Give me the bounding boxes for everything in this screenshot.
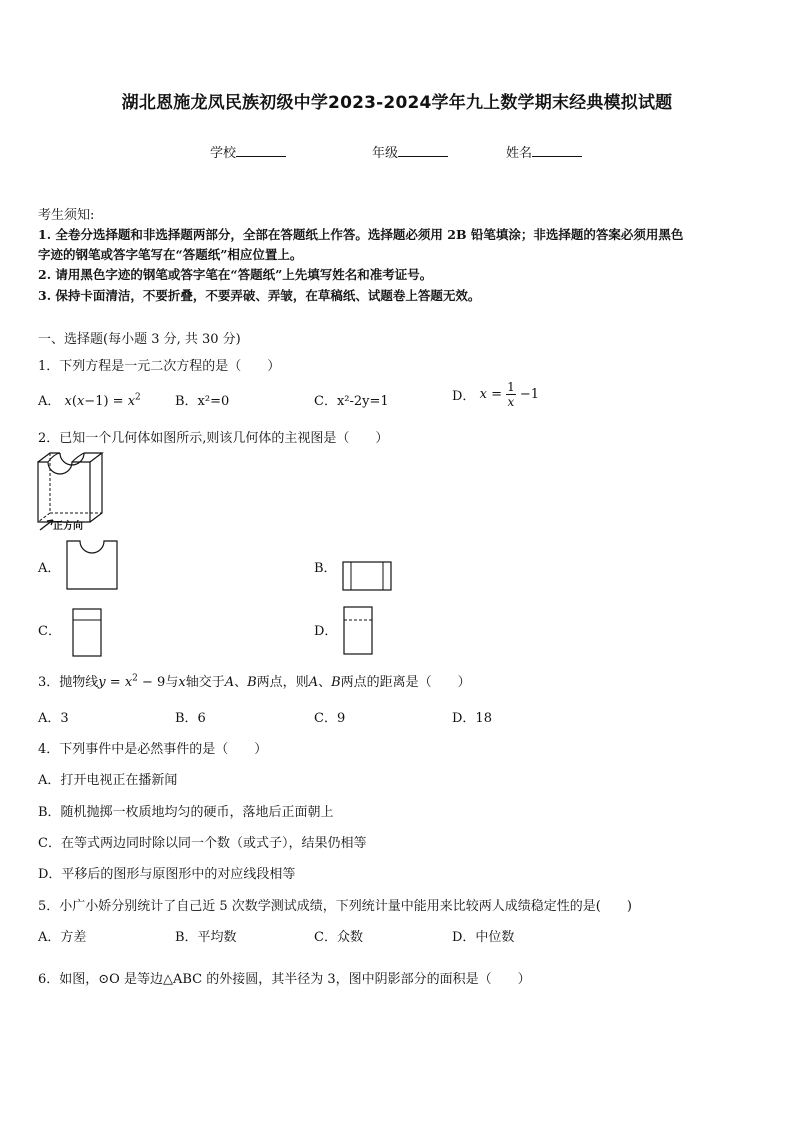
school-label: 学校: [210, 146, 237, 161]
q5-stem: 5．小广小娇分别统计了自己近 5 次数学测试成绩，下列统计量中能用来比较两人成绩稳定性的是( ): [38, 899, 632, 914]
q2-option-c-label[interactable]: C．: [38, 624, 61, 639]
q2-option-d-label[interactable]: D．: [314, 624, 338, 639]
q3-B: B: [247, 675, 257, 690]
q1-d-eq: =: [491, 387, 502, 402]
q4-option-b[interactable]: B．随机抛掷一枚质地均匀的硬币，落地后正面朝上: [38, 805, 334, 820]
q3-p5: 两点的距离是（ ）: [340, 675, 471, 690]
q1-d-num: 1: [507, 380, 515, 394]
q3-stem: [38, 671, 471, 690]
q2-option-a-label[interactable]: A．: [38, 561, 61, 576]
q2-option-b-label[interactable]: B．: [314, 561, 337, 576]
q3-A2: A: [308, 675, 319, 690]
q3-option-a[interactable]: A．3: [38, 711, 69, 726]
q1-option-d[interactable]: [452, 380, 539, 409]
q5-option-c[interactable]: C．众数: [314, 930, 363, 945]
notice-item-1: 1. 全卷分选择题和非选择题两部分，全部在答题纸上作答。选择题必须用 2B 铅笔填涂；非选择题的答案必须用黑色: [38, 227, 684, 242]
notice-item-1-cont: 字迹的钢笔或答字笔写在“答题纸”相应位置上。: [38, 247, 303, 262]
q3-sup: 2: [132, 673, 138, 684]
q4-option-c[interactable]: C．在等式两边同时除以同一个数（或式子），结果仍相等: [38, 836, 367, 851]
q1-a-x2: x: [76, 394, 85, 409]
q3-B2: B: [331, 675, 341, 690]
q1-a-x1: x: [64, 394, 72, 409]
notice-item-3: 3. 保持卡面清洁，不要折叠，不要弄破、弄皱，在草稿纸、试题卷上答题无效。: [38, 288, 481, 303]
q5-option-d[interactable]: D．中位数: [452, 930, 515, 945]
q1-option-a[interactable]: [38, 390, 141, 409]
q3-eq: =: [105, 675, 125, 690]
q3-sep: 、: [234, 675, 248, 690]
q4-stem: 4．下列事件中是必然事件的是（ ）: [38, 742, 268, 757]
q1-d-fraction: [506, 380, 516, 409]
notice-heading: 考生须知:: [38, 208, 95, 223]
q3-x: x: [124, 675, 133, 690]
q4-option-d[interactable]: D．平移后的图形与原图形中的对应线段相等: [38, 867, 296, 882]
q1-d-minus: −1: [519, 387, 540, 402]
school-blank[interactable]: [236, 144, 286, 157]
page-title: 湖北恩施龙凤民族初级中学2023-2024学年九上数学期末经典模拟试题: [121, 93, 673, 113]
q3-option-b[interactable]: B．6: [175, 711, 206, 726]
q1-stem: 1．下列方程是一元二次方程的是（ ）: [38, 359, 281, 374]
name-field[interactable]: [506, 142, 582, 161]
q1-d-den: x: [507, 395, 515, 409]
q4-option-a[interactable]: A．打开电视正在播新闻: [38, 773, 178, 788]
q3-sep2: 、: [318, 675, 332, 690]
q3-p2: 与: [165, 675, 179, 690]
q1-a-label: A．: [38, 394, 61, 409]
q1-d-x: x: [479, 387, 487, 402]
q3-p4: 两点，则: [256, 675, 309, 690]
grade-label: 年级: [372, 146, 399, 161]
front-direction-label: 正方向: [53, 521, 83, 532]
grade-field[interactable]: [372, 142, 448, 161]
q3-option-c[interactable]: C．9: [314, 711, 346, 726]
q1-a-x3: x: [127, 394, 136, 409]
q1-a-paren: (: [71, 394, 77, 409]
q1-d-label: D．: [452, 389, 476, 404]
q3-option-d[interactable]: D．18: [452, 711, 492, 726]
q3-p1: 3．抛物线: [38, 675, 99, 690]
q3-A: A: [224, 675, 235, 690]
q3-rest: − 9: [137, 675, 166, 690]
section-heading: 一、选择题(每小题 3 分, 共 30 分): [38, 332, 241, 347]
name-blank[interactable]: [532, 144, 582, 157]
q2-option-d-figure[interactable]: [343, 606, 373, 656]
q3-xaxis: x: [178, 675, 186, 690]
q1-option-c[interactable]: C．x²-2y=1: [314, 394, 389, 409]
name-label: 姓名: [506, 146, 533, 161]
q5-option-a[interactable]: A．方差: [38, 930, 87, 945]
q2-stem: 2．已知一个几何体如图所示,则该几何体的主视图是（ ）: [38, 431, 389, 446]
notice-item-2: 2. 请用黑色字迹的钢笔或答字笔在“答题纸”上先填写姓名和准考证号。: [38, 267, 433, 282]
q2-option-a-figure[interactable]: [66, 540, 118, 590]
q3-y: y: [98, 675, 106, 690]
q1-a-minus: −1) =: [84, 394, 124, 409]
school-field[interactable]: [210, 142, 286, 161]
q6-stem: 6．如图，⊙O 是等边△ABC 的外接圆，其半径为 3，图中阴影部分的面积是（ ）: [38, 972, 531, 987]
q1-a-sup: 2: [135, 392, 141, 403]
q5-option-b[interactable]: B．平均数: [175, 930, 237, 945]
grade-blank[interactable]: [398, 144, 448, 157]
q2-option-c-figure[interactable]: [72, 608, 102, 658]
q3-p3: 轴交于: [185, 675, 225, 690]
q2-option-b-figure[interactable]: [342, 561, 392, 591]
q1-option-b[interactable]: B．x²=0: [175, 394, 230, 409]
